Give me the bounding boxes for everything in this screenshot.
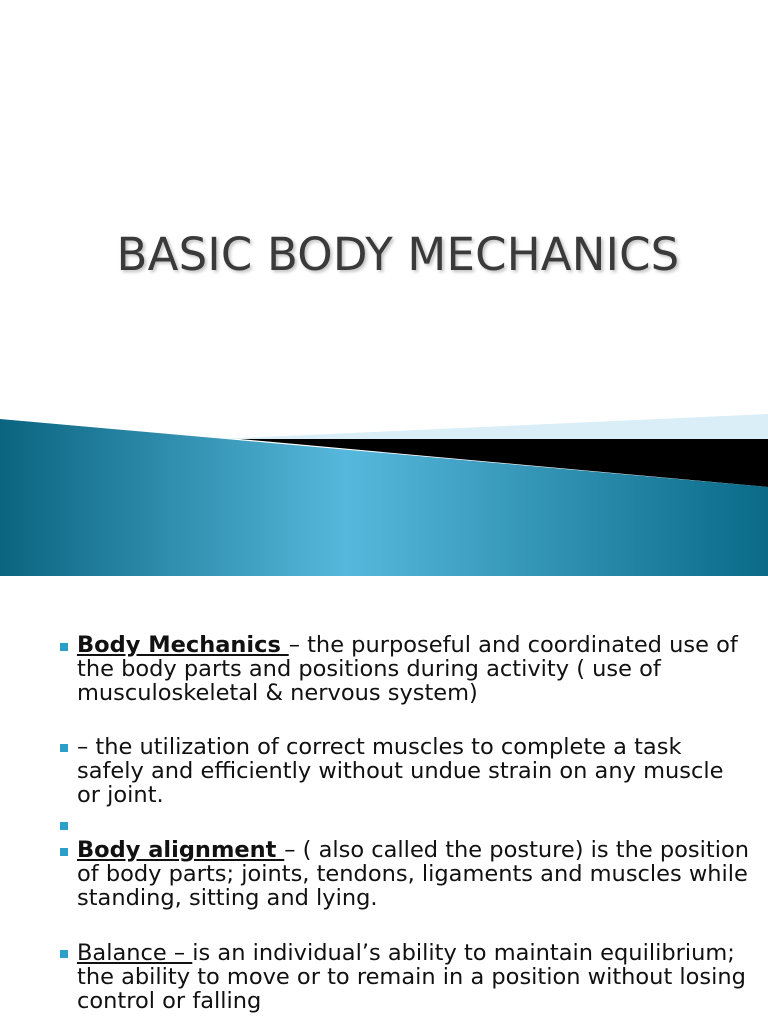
definition-text: – the purposeful and coordinated use of the body parts and positions during activity ( use of musculoskeletal & nervous system) (77, 632, 738, 706)
definition-text: – ( also called the posture) is the position of body parts; joints, tendons, ligaments and muscles while standing, sitting and lying. (77, 837, 749, 911)
bullet-marker (60, 643, 68, 651)
definition-body-mechanics (77, 633, 753, 705)
definition-body-alignment (77, 838, 753, 910)
term-balance: Balance – (77, 940, 193, 966)
bullet-marker (60, 848, 68, 856)
banner-pale-stripe (220, 414, 768, 439)
bullet-marker (60, 950, 68, 958)
definition-balance (77, 941, 753, 1013)
term-body-alignment: Body alignment (77, 837, 285, 863)
bullet-marker (60, 822, 68, 830)
definition-utilization (77, 735, 753, 807)
definitions-slide (0, 576, 768, 1024)
term-body-mechanics: Body Mechanics (77, 632, 289, 658)
slide-title: BASIC BODY MECHANICS (116, 228, 680, 281)
definition-text: is an individual’s ability to maintain equilibrium; the ability to move or to remain in a position without losing control or falling (77, 940, 746, 1014)
bullet-marker (60, 744, 68, 752)
definition-text: – the utilization of correct muscles to complete a task safely and efficiently without undue strain on any muscle or joint. (77, 734, 724, 808)
